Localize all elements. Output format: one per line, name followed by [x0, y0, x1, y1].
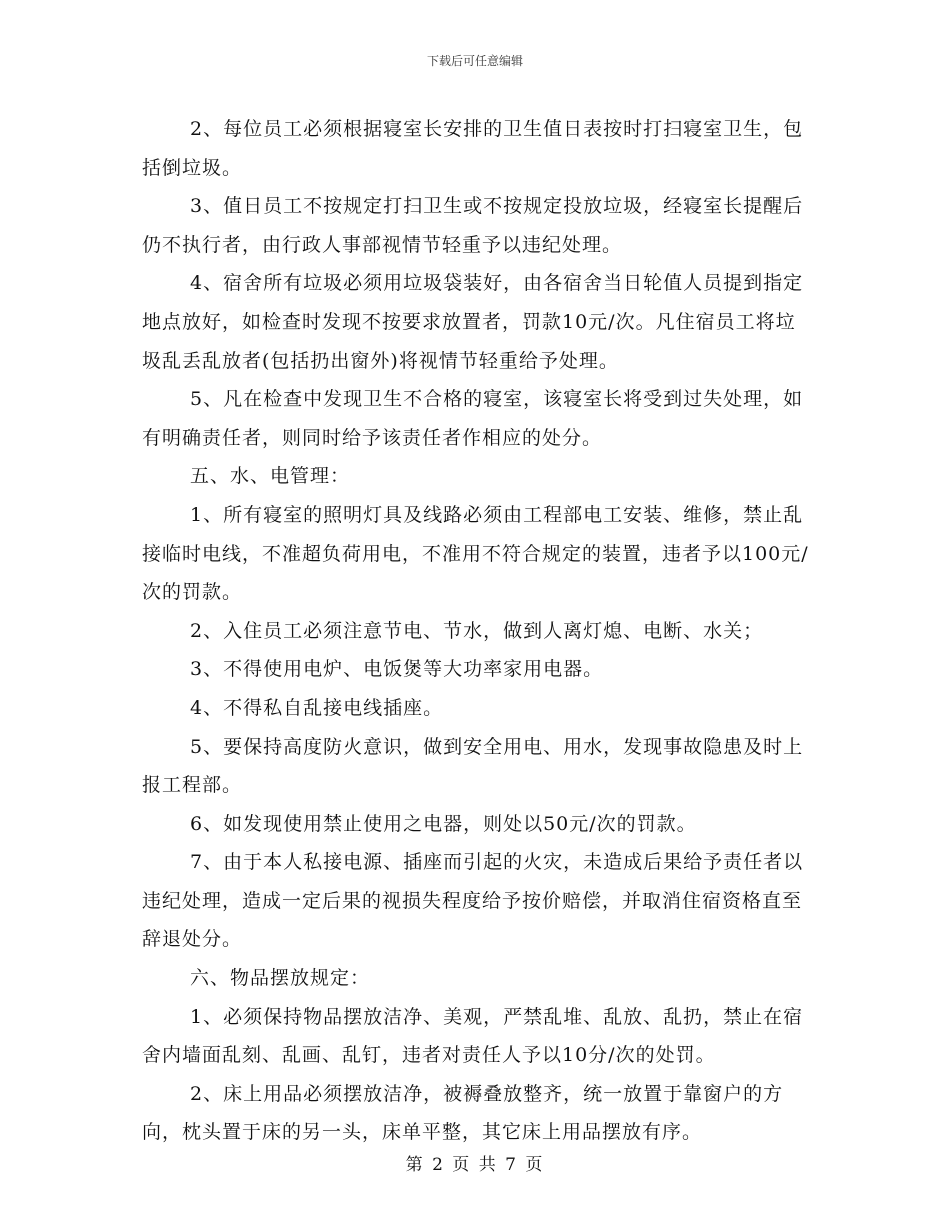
paragraph: 7、由于本人私接电源、插座而引起的火灾，未造成后果给予责任者以违纪处理，造成一定后果的视损失程度给予按价赔偿，并取消住宿资格直至辞退处分。: [142, 851, 804, 951]
paragraph: 2、每位员工必须根据寝室长安排的卫生值日表按时打扫寝室卫生，包括倒垃圾。: [142, 118, 804, 179]
page-header-note: 下载后可任意编辑: [426, 54, 523, 68]
paragraph: 1、必须保持物品摆放洁净、美观，严禁乱堆、乱放、乱扔，禁止在宿舍内墙面乱刻、乱画、乱钉，违者对责任人予以10分/次的处罚。: [142, 1005, 804, 1067]
paragraph: 1、所有寝室的照明灯具及线路必须由工程部电工安装、维修，禁止乱接临时电线，不准超负荷用电，不准用不符合规定的装置，违者予以100元/次的罚款。: [142, 503, 809, 604]
paragraph: 5、要保持高度防火意识，做到安全用电、用水，发现事故隐患及时上报工程部。: [142, 735, 804, 797]
paragraph: 6、如发现使用禁止使用之电器，则处以50元/次的罚款。: [190, 812, 697, 835]
paragraph: 2、入住员工必须注意节电、节水，做到人离灯熄、电断、水关；: [190, 619, 764, 642]
paragraph: 2、床上用品必须摆放洁净，被褥叠放整齐，统一放置于靠窗户的方向，枕头置于床的另一头，床单平整，其它床上用品摆放有序。: [142, 1082, 784, 1144]
paragraph: 3、值日员工不按规定打扫卫生或不按规定投放垃圾，经寝室长提醒后仍不执行者，由行政人事部视情节轻重予以违纪处理。: [142, 195, 804, 256]
paragraph: 4、宿舍所有垃圾必须用垃圾袋装好，由各宿舍当日轮值人员提到指定地点放好，如检查时发现不按要求放置者，罚款10元/次。凡住宿员工将垃圾乱丢乱放者(包括扔出窗外)将视情节轻重给予处理。: [142, 272, 804, 372]
document-body: [142, 110, 812, 1152]
paragraph: 3、不得使用电炉、电饭煲等大功率家用电器。: [190, 658, 604, 681]
section-heading: 六、物品摆放规定：: [190, 967, 371, 990]
paragraph: 4、不得私自乱接电线插座。: [190, 696, 444, 719]
paragraph: 5、凡在检查中发现卫生不合格的寝室，该寝室长将受到过失处理，如有明确责任者，则同时给予该责任者作相应的处分。: [142, 388, 804, 449]
page-number: 第 2 页 共 7 页: [405, 1155, 545, 1175]
section-heading: 五、水、电管理：: [190, 465, 351, 488]
